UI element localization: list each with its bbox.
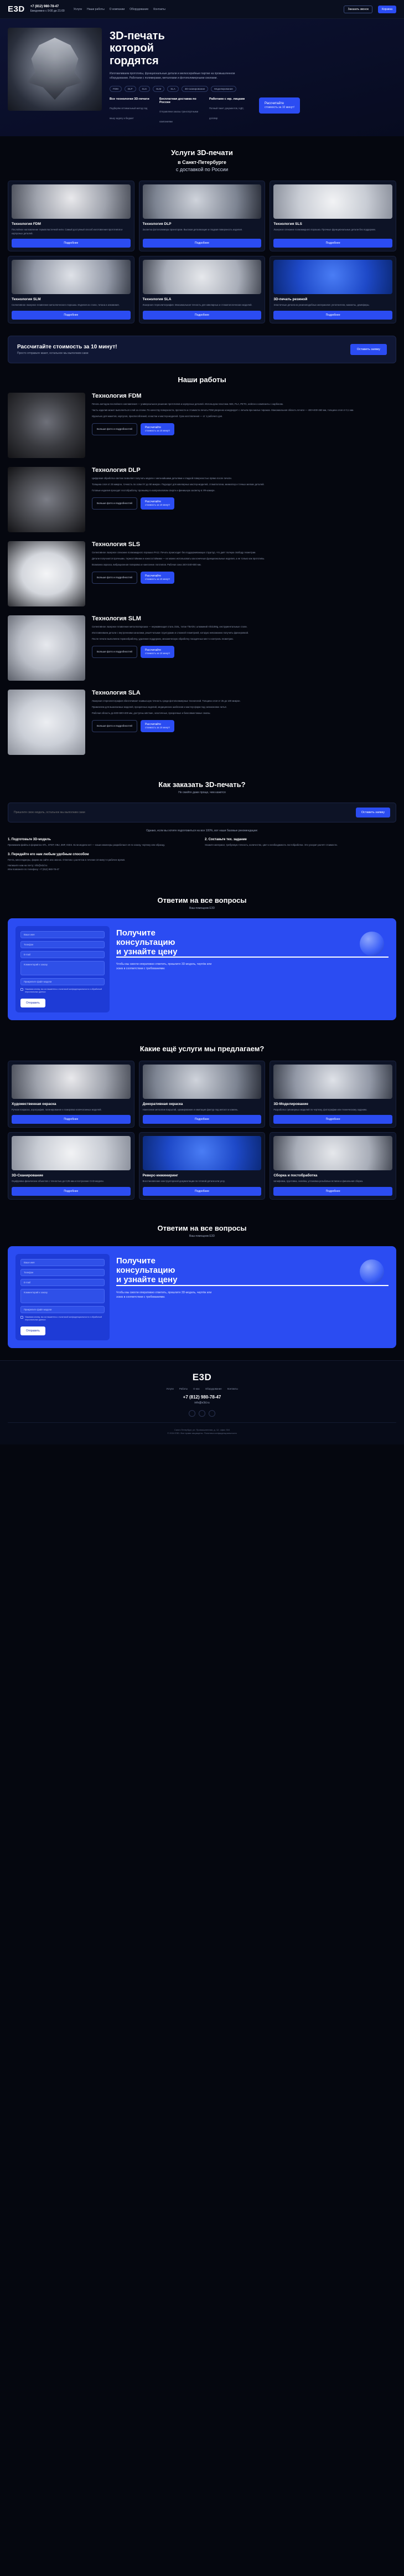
work-name: Технология SLM bbox=[92, 615, 141, 622]
work-name: Технология FDM bbox=[92, 392, 142, 399]
work-calc-button[interactable] bbox=[141, 720, 174, 732]
consult-attach-label: Прикрепите файл модели bbox=[24, 980, 52, 983]
hero-cta-button[interactable] bbox=[259, 97, 300, 114]
services-subtitle bbox=[8, 159, 396, 173]
work-text: Изготавливаем детали с внутренними каналами, решётчатыми структурами и сложной геометрией, которую невозможно получить фрезеровкой. bbox=[92, 631, 249, 634]
hero-feature-title: Бесплатная доставка по России bbox=[159, 97, 196, 105]
work-name: Технология SLA bbox=[92, 689, 141, 696]
work-calc-sublabel: стоимость за 10 минут! bbox=[144, 429, 170, 433]
work-calc-sublabel: стоимость за 10 минут! bbox=[144, 652, 170, 655]
order-step-text: Принимаем файлы в форматах STL, STEP, OBJ, 3MF, IGES. Если модели нет — наши инженеры разработают её по эскизу, чертежу или образцу. bbox=[8, 843, 165, 846]
consult-submit-button[interactable]: Отправить bbox=[20, 999, 45, 1007]
work-content bbox=[92, 541, 396, 584]
calc-banner-subtitle: Просто отправьте макет, остальное мы выполним сами bbox=[17, 351, 89, 355]
work-calc-button[interactable] bbox=[141, 497, 174, 510]
service-card-slm[interactable] bbox=[8, 256, 134, 323]
consult-consent-row[interactable] bbox=[20, 988, 105, 994]
service-image bbox=[143, 260, 262, 294]
order-step-title: 1. Подготовьте 3D-модель bbox=[8, 837, 51, 841]
telegram-icon[interactable] bbox=[189, 1410, 195, 1417]
service-name: Технология FDM bbox=[12, 222, 41, 227]
nav-item-services[interactable]: Услуги bbox=[73, 7, 82, 11]
consult-consent-row[interactable] bbox=[20, 1316, 105, 1322]
service-details-button[interactable]: Подробнее bbox=[143, 239, 262, 248]
work-text: Часть изделия может выполняться слой за слоем. По качеству поверхности, прочности и стоимости печать FDM уверенно конкурирует с литьём при малых тиражах. Максимальная область печати — 400×400×450 мм, толщина слоя от 0,1 мм. bbox=[92, 408, 354, 412]
footer-logo[interactable]: E3D bbox=[192, 1371, 212, 1382]
cart-button[interactable]: Корзина bbox=[378, 6, 396, 13]
extra-image bbox=[12, 1136, 131, 1170]
order-section bbox=[0, 776, 404, 884]
extra-image bbox=[273, 1065, 392, 1099]
works-title: Наши работы bbox=[178, 375, 226, 384]
services-title: Услуги 3D-печати bbox=[171, 148, 233, 157]
calc-banner-title: Рассчитайте стоимость за 10 минут! bbox=[17, 343, 117, 350]
service-card-rubber[interactable] bbox=[270, 256, 396, 323]
consult-banner bbox=[8, 918, 396, 1020]
site-footer bbox=[0, 1360, 404, 1444]
work-item-slm bbox=[8, 615, 396, 681]
service-details-button[interactable]: Подробнее bbox=[273, 239, 392, 248]
extra-services-title: Какие ещё услуги мы предлагаем? bbox=[139, 1044, 265, 1053]
footer-copyright: © 2024 E3D. Все права защищены. Политика конфиденциальности bbox=[167, 1432, 237, 1435]
whatsapp-icon[interactable] bbox=[199, 1410, 205, 1417]
work-calc-sublabel: стоимость за 10 минут! bbox=[144, 726, 170, 729]
order-submit-button[interactable]: Оставить заявку bbox=[356, 808, 390, 817]
consult-comment-field[interactable]: Комментарий к заказу bbox=[20, 1289, 105, 1303]
service-card-fdm[interactable] bbox=[8, 181, 134, 251]
footer-phone[interactable]: +7 (812) 980-78-47 bbox=[183, 1394, 221, 1400]
consult-copy-2 bbox=[116, 1254, 389, 1340]
logo[interactable]: E3D bbox=[8, 4, 25, 14]
work-text: Лазерная стереолитография обеспечивает наивысшую точность среди фотополимерных технологий. Толщина слоя от 25 до 100 микрон. bbox=[92, 699, 241, 702]
extra-image bbox=[143, 1065, 262, 1099]
footer-address: Санкт-Петербург, ул. Промышленная, д. 12, офис 304 bbox=[174, 1428, 230, 1431]
service-details-button[interactable]: Подробнее bbox=[143, 311, 262, 320]
work-calc-label: Рассчитайте bbox=[144, 722, 162, 726]
extra-details-button[interactable]: Подробнее bbox=[143, 1187, 262, 1196]
header-phone[interactable] bbox=[30, 5, 65, 13]
service-details-button[interactable]: Подробнее bbox=[12, 311, 131, 320]
work-item-sls bbox=[8, 541, 396, 606]
consult-section-top bbox=[0, 884, 404, 1032]
consult-banner-title-line-3: и узнайте цену bbox=[116, 1275, 389, 1286]
hero-tag-list bbox=[110, 86, 396, 92]
work-text: Идеально для макетов, корпусов, приспособлений, оснастки и мастер-моделей. Срок изготовления — от 1 рабочего дня. bbox=[92, 414, 223, 418]
hero-cta-sublabel: стоимость за 10 минут! bbox=[265, 106, 294, 110]
nav-item-about[interactable]: О компании bbox=[109, 7, 125, 11]
footer-divider bbox=[8, 1422, 396, 1423]
hero-feature-text: Подберём оптимальный метод под вашу задачу и бюджет bbox=[110, 107, 148, 120]
consult-banner-title-line-1: Получите bbox=[116, 1256, 156, 1266]
hero-content bbox=[110, 28, 396, 125]
work-text: Толщина слоя от 25 микрон, точность по осям XY до 50 микрон. Подходит для ювелирных мастер-моделей, стоматологии, миниатюр и точных мелких деталей. bbox=[92, 482, 265, 486]
hero-title-line-3: гордятся bbox=[110, 54, 159, 67]
service-image bbox=[273, 260, 392, 294]
work-buttons bbox=[92, 720, 396, 732]
service-card-sla[interactable] bbox=[139, 256, 266, 323]
service-image bbox=[273, 184, 392, 219]
consult-attach-label: Прикрепите файл модели bbox=[24, 1308, 52, 1311]
order-step-title: 3. Передайте его нам любым удобным способом bbox=[8, 852, 89, 856]
header-nav bbox=[74, 8, 165, 11]
services-subtitle-line-1: в Санкт-Петербурге bbox=[178, 160, 226, 166]
hero-tag: SLS bbox=[139, 86, 151, 92]
work-text: Готовые изделия проходят постобработку: промывку в изопропиловом спирте и финишную засветку в УФ-камере. bbox=[92, 489, 215, 492]
work-image bbox=[8, 467, 85, 532]
work-content bbox=[92, 393, 396, 435]
extra-text: Восстановление конструкторской документации по готовой детали или узлу. bbox=[142, 1180, 225, 1183]
consult-submit-button[interactable]: Отправить bbox=[20, 1326, 45, 1335]
extra-text: Оцифровка физических объектов с точностью до 0,05 мм и построение CAD-модели. bbox=[12, 1180, 104, 1183]
footer-nav-services[interactable]: Услуги bbox=[166, 1387, 174, 1390]
consult-phone-field[interactable]: Телефон bbox=[20, 1269, 105, 1276]
work-more-button[interactable]: Больше фото и подробностей bbox=[92, 720, 137, 732]
service-name: Технология SLA bbox=[142, 297, 172, 302]
work-calc-label: Рассчитайте bbox=[144, 425, 162, 429]
work-more-button[interactable]: Больше фото и подробностей bbox=[92, 497, 137, 510]
hero-feature bbox=[209, 97, 252, 122]
calc-banner-text bbox=[17, 344, 117, 355]
work-calc-button[interactable] bbox=[141, 423, 174, 435]
work-text: Цифровая обработка светом позволяет получать модели с мельчайшими деталями и гладкой поверхностью прямо после печати. bbox=[92, 476, 232, 480]
extra-card-assembly[interactable] bbox=[270, 1132, 396, 1200]
work-image bbox=[8, 541, 85, 606]
consult-banner-title bbox=[116, 1256, 389, 1286]
checkbox-icon[interactable] bbox=[20, 1316, 23, 1319]
work-buttons bbox=[92, 646, 396, 658]
work-buttons bbox=[92, 572, 396, 584]
hero-features bbox=[110, 97, 396, 125]
consult-email-field[interactable]: E-mail bbox=[20, 1279, 105, 1286]
consult-name-field[interactable]: Ваше имя bbox=[20, 1259, 105, 1266]
extra-text: Нанесение металлик-покрытий, хромирование и имитация фактур под металл и камень. bbox=[142, 1108, 239, 1111]
consult-phone-field[interactable]: Телефон bbox=[20, 941, 105, 948]
hero-tag: FDM bbox=[110, 86, 122, 92]
hero-feature-title: Все технологии 3D-печати bbox=[110, 97, 149, 101]
footer-nav bbox=[8, 1387, 396, 1390]
extra-card-modeling[interactable] bbox=[270, 1061, 396, 1128]
work-buttons bbox=[92, 497, 396, 510]
work-calc-label: Рассчитайте bbox=[144, 648, 162, 652]
hero-tag: Моделирование bbox=[211, 86, 236, 92]
hero-feature-title: Работаем с юр. лицами bbox=[209, 97, 245, 101]
work-more-button[interactable]: Больше фото и подробностей bbox=[92, 423, 137, 435]
nav-item-works[interactable]: Наши работы bbox=[87, 7, 105, 11]
consult-subtitle-2: Ваш помощник E3D bbox=[189, 1234, 215, 1238]
consult-banner-title-line-2: консультацию bbox=[116, 1266, 175, 1276]
extra-name: Реверс-инжиниринг bbox=[142, 1174, 178, 1178]
extra-details-button[interactable]: Подробнее bbox=[12, 1187, 131, 1196]
consult-banner-2 bbox=[8, 1246, 396, 1348]
work-name: Технология DLP bbox=[92, 466, 141, 474]
work-text: Применяем для выжигаемых моделей, прозрачных изделий, медицинских шаблонов и мастер-форм под силиконовое литьё. bbox=[92, 705, 227, 708]
order-step-title: 2. Составьте тех. задание bbox=[205, 837, 247, 841]
hero-tag: SLA bbox=[167, 86, 179, 92]
work-text: Селективное лазерное плавление металлопорошка — нержавеющая сталь 316L, титан Ti6Al4V, алюминий AlSi10Mg, инструментальные стали. bbox=[92, 625, 247, 628]
footer-email[interactable]: info@e3d.ru bbox=[194, 1401, 210, 1405]
extra-details-button[interactable]: Подробнее bbox=[273, 1115, 392, 1124]
work-text: Рабочая область до 600×600×400 мм, доступны жёсткие, эластичные, прозрачные и биосовместимые смолы. bbox=[92, 711, 211, 714]
consult-consent-text: Нажимая кнопку, вы соглашаетесь с политикой конфиденциальности и обработкой персональных данных bbox=[25, 988, 102, 993]
services-grid bbox=[8, 181, 396, 323]
works-section bbox=[0, 363, 404, 776]
work-image bbox=[8, 393, 85, 458]
decorative-orb bbox=[360, 1259, 384, 1284]
work-calc-button[interactable] bbox=[141, 646, 174, 658]
work-buttons bbox=[92, 423, 396, 435]
work-text: Селективное лазерное спекание полиамидного порошка PA12. Печать происходит без поддерживающих структур, что даёт полную свободу геометрии. bbox=[92, 551, 256, 554]
order-step-1 bbox=[8, 838, 199, 847]
service-image bbox=[12, 184, 131, 219]
calc-banner bbox=[8, 336, 396, 363]
consult-form-2 bbox=[15, 1254, 110, 1340]
services-section bbox=[0, 136, 404, 336]
hero-title-line-1: 3D-печать bbox=[110, 30, 165, 42]
hero-image bbox=[8, 28, 102, 111]
work-name: Технология SLS bbox=[92, 541, 141, 548]
nav-item-equipment[interactable]: Оборудование bbox=[130, 7, 149, 11]
consult-banner-title-line-1: Получите bbox=[116, 928, 156, 938]
order-note: Однако, если вы хотите подготовиться на все 100%, вот наши базовые рекомендации: bbox=[146, 829, 258, 832]
work-calc-label: Рассчитайте bbox=[144, 574, 162, 578]
consult-banner-title bbox=[116, 928, 389, 958]
work-content bbox=[92, 467, 396, 510]
consult-title-2: Ответим на все вопросы bbox=[157, 1223, 247, 1232]
hero-feature-text: Отправляем заказы транспортными компаниями bbox=[159, 110, 199, 124]
extra-text: Разработка трёхмерных моделей по чертежу, фотографии или техническому заданию. bbox=[273, 1108, 367, 1111]
consult-email-field[interactable]: E-mail bbox=[20, 951, 105, 958]
service-details-button[interactable]: Подробнее bbox=[12, 239, 131, 248]
extra-image bbox=[12, 1065, 131, 1099]
service-text: Лазерное спекание полиамидного порошка. Прочные функциональные детали без поддержек. bbox=[273, 228, 376, 232]
order-subtitle: Не смейте даже проще, чем кажется bbox=[178, 790, 226, 794]
work-content bbox=[92, 615, 396, 658]
consult-name-field[interactable]: Ваше имя bbox=[20, 931, 105, 938]
hero-cta-label: Рассчитайте bbox=[265, 102, 284, 106]
hero-section bbox=[0, 19, 404, 136]
extra-services-section bbox=[0, 1032, 404, 1212]
service-name: Технология DLP bbox=[142, 222, 172, 227]
extra-image bbox=[143, 1136, 262, 1170]
service-image bbox=[143, 184, 262, 219]
order-model-input[interactable] bbox=[14, 811, 351, 814]
extra-name: 3D-Моделирование bbox=[273, 1102, 308, 1106]
work-text: После печати выполняем термообработку, удаление поддержек, механическую обработку посадочных мест и контроль геометрии. bbox=[92, 637, 234, 640]
callback-button[interactable]: Заказать звонок bbox=[344, 6, 372, 13]
extra-details-button[interactable]: Подробнее bbox=[12, 1115, 131, 1124]
extra-card-art-paint[interactable] bbox=[8, 1061, 134, 1128]
hero-tag: 3D-сканирование bbox=[182, 86, 208, 92]
site-header bbox=[0, 0, 404, 19]
order-step-text: Укажите материал, требуемую точность, количество, цвет и необходимость постобработки. Это ускорит расчёт стоимости. bbox=[205, 843, 338, 846]
work-item-dlp bbox=[8, 467, 396, 532]
service-name: 3D-печать резиной bbox=[273, 297, 308, 302]
hero-tag: SLM bbox=[153, 86, 164, 92]
work-image bbox=[8, 690, 85, 755]
extra-image bbox=[273, 1136, 392, 1170]
footer-nav-equipment[interactable]: Оборудование bbox=[205, 1387, 222, 1390]
service-text: Эластичные детали из резиноподобных материалов: уплотнители, манжеты, демпферы. bbox=[273, 304, 370, 307]
service-name: Технология SLS bbox=[273, 222, 302, 227]
consult-consent-text: Нажимая кнопку, вы соглашаетесь с политикой конфиденциальности и обработкой персональных данных bbox=[25, 1315, 102, 1321]
service-name: Технология SLM bbox=[12, 297, 41, 302]
consult-banner-text: Чтобы мы смогли оперативно ответить, пришлите 3D-модель, чертёж или эскиз в соответствии с требованиями. bbox=[116, 1290, 212, 1299]
extra-card-reverse-engineering[interactable] bbox=[139, 1132, 266, 1200]
service-card-dlp[interactable] bbox=[139, 181, 266, 251]
consult-banner-text: Чтобы мы смогли оперативно ответить, пришлите 3D-модель, чертёж или эскиз в соответствии с требованиями. bbox=[116, 963, 212, 971]
service-image bbox=[12, 260, 131, 294]
footer-nav-about[interactable]: О нас bbox=[193, 1387, 200, 1390]
extra-text: Ручная покраска, аэрография, патинирование и лакировка напечатанных моделей. bbox=[12, 1108, 102, 1111]
work-image bbox=[8, 615, 85, 681]
service-details-button[interactable]: Подробнее bbox=[273, 311, 392, 320]
service-text: Лазерная стереолитография. Максимальная точность для ювелирных и стоматологических моделей. bbox=[142, 304, 252, 307]
consult-title: Ответим на все вопросы bbox=[157, 896, 247, 904]
work-text: Печать методом послойного наплавления — универсальное решение прототипов и корпусных деталей. Используем пластики ABS, PLA, PETG, нейлон и композиты с карбоном. bbox=[92, 402, 283, 405]
extra-name: Художественная окраска bbox=[12, 1102, 56, 1106]
consult-banner-title-line-3: и узнайте цену bbox=[116, 947, 389, 958]
order-contact-phone[interactable]: Или позвоните по телефону: +7 (812) 980-78-47 bbox=[8, 868, 60, 871]
work-item-sla bbox=[8, 690, 396, 755]
nav-item-contacts[interactable]: Контакты bbox=[153, 7, 165, 11]
hero-feature bbox=[159, 97, 203, 125]
consult-comment-field[interactable]: Комментарий к заказу bbox=[20, 961, 105, 975]
hero-feature bbox=[110, 97, 153, 122]
extra-name: 3D-Сканирование bbox=[12, 1174, 43, 1178]
order-contact-mail[interactable]: Напишите нам на почту: info@e3d.ru bbox=[8, 864, 48, 867]
order-step-text: Почта, мессенджеры, форма на сайте или звонок. Ответим с расчётом в течение 10 минут в рабочее время. bbox=[8, 858, 126, 861]
consult-subtitle: Ваш помощник E3D bbox=[189, 906, 215, 910]
footer-nav-works[interactable]: Работы bbox=[179, 1387, 188, 1390]
work-more-button[interactable]: Больше фото и подробностей bbox=[92, 572, 137, 584]
consult-attach-field[interactable] bbox=[20, 1306, 105, 1313]
order-step-2 bbox=[205, 838, 396, 847]
extra-text: Шлифовка, грунтовка, склейка, установка резьбовых вставок и финальная сборка. bbox=[273, 1180, 364, 1183]
consult-banner-title-line-2: консультацию bbox=[116, 937, 175, 947]
header-phone-hours: Ежедневно с 9:00 до 21:00 bbox=[30, 9, 65, 13]
extra-card-deco-paint[interactable] bbox=[139, 1061, 266, 1128]
consult-copy bbox=[116, 926, 389, 1012]
consult-section-bottom bbox=[0, 1212, 404, 1360]
hero-feature-text: Полный пакет документов, НДС, договор bbox=[209, 107, 245, 120]
work-calc-sublabel: стоимость за 10 минут! bbox=[144, 503, 170, 507]
hero-subtitle: Изготавливаем прототипы, функциональные детали и мелкосерийные партии на промышленном оборудовании. Работаем с полимерами, металлами и фотополимерными смолами. bbox=[110, 72, 235, 80]
service-text: Засветка фотополимера проектором. Высокая детализация и гладкая поверхность изделия. bbox=[142, 228, 243, 232]
order-title: Как заказать 3D-печать? bbox=[158, 780, 246, 789]
service-text: Послойное наплавление термопластичной нити. Самый доступный способ изготовления прототипов и корпусных деталей. bbox=[12, 228, 123, 235]
work-text: Возможна окраска, вибрационная полировка и нанесение логотипов. Рабочая зона 340×340×600 мм. bbox=[92, 563, 201, 566]
work-calc-label: Рассчитайте bbox=[144, 500, 162, 503]
work-item-fdm bbox=[8, 393, 396, 458]
footer-socials bbox=[8, 1410, 396, 1417]
order-steps bbox=[8, 838, 396, 872]
work-content bbox=[92, 690, 396, 732]
header-phone-number: +7 (812) 980-78-47 bbox=[30, 5, 59, 9]
footer-nav-contacts[interactable]: Контакты bbox=[227, 1387, 238, 1390]
checkbox-icon[interactable] bbox=[20, 988, 23, 991]
hero-tag: DLP bbox=[125, 86, 136, 92]
consult-form bbox=[15, 926, 110, 1012]
work-calc-button[interactable] bbox=[141, 572, 174, 584]
hero-title-line-2: которой bbox=[110, 42, 154, 55]
extra-name: Декоративная окраска bbox=[142, 1102, 183, 1106]
decorative-orb bbox=[360, 932, 384, 956]
extra-details-button[interactable]: Подробнее bbox=[143, 1115, 262, 1124]
extra-services-grid bbox=[8, 1061, 396, 1200]
vk-icon[interactable] bbox=[209, 1410, 215, 1417]
work-text: Детали получаются прочными, термостойкими и износостойкими — их можно использовать как конечные функциональные изделия, а не только как прототипы. bbox=[92, 557, 265, 560]
extra-name: Сборка и постобработка bbox=[273, 1174, 318, 1178]
consult-attach-field[interactable] bbox=[20, 978, 105, 985]
extra-details-button[interactable]: Подробнее bbox=[273, 1187, 392, 1196]
page-title bbox=[110, 30, 396, 67]
service-text: Селективное лазерное плавление металлического порошка. Изделия из стали, титана и алюминия. bbox=[12, 304, 120, 307]
service-card-sls[interactable] bbox=[270, 181, 396, 251]
work-more-button[interactable]: Больше фото и подробностей bbox=[92, 646, 137, 658]
work-calc-sublabel: стоимость за 10 минут! bbox=[144, 578, 170, 581]
services-subtitle-line-2: с доставкой по России bbox=[175, 166, 229, 172]
calc-banner-button[interactable]: Оставить заявку bbox=[350, 344, 387, 355]
order-input-row[interactable] bbox=[8, 803, 396, 822]
extra-card-scanning[interactable] bbox=[8, 1132, 134, 1200]
order-step-3 bbox=[8, 853, 396, 872]
